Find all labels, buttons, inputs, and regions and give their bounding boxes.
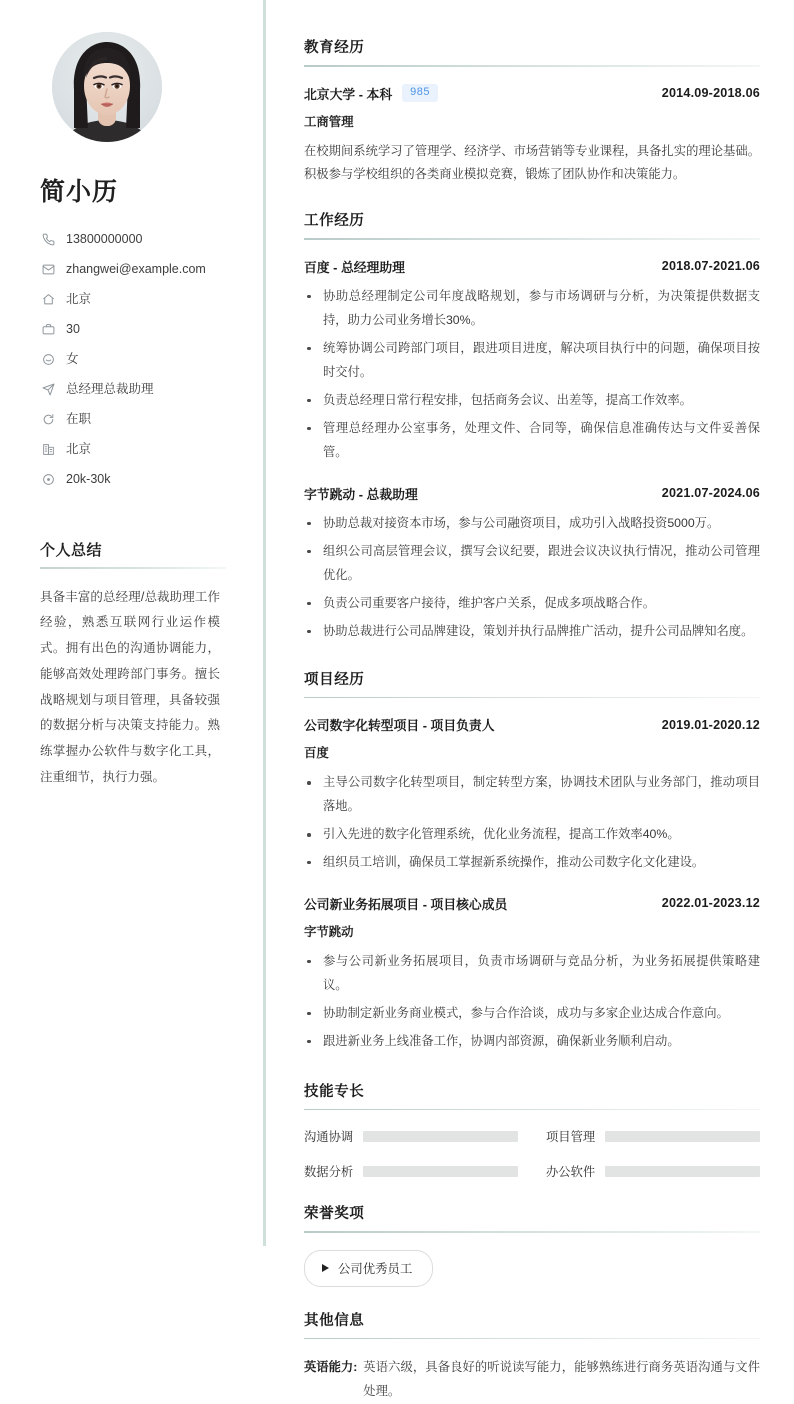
contact-value: 在职 <box>66 412 92 426</box>
contact-value: zhangwei@example.com <box>66 262 206 276</box>
work-entry <box>304 257 760 465</box>
id-card-icon <box>40 323 57 336</box>
work-bullets <box>304 512 760 644</box>
list-item: 管理总经理办公室事务，处理文件、合同等，确保信息准确传达与文件妥善保管。 <box>304 417 760 465</box>
contact-item-city <box>40 436 234 463</box>
contact-value: 13800000000 <box>66 232 143 246</box>
contact-item-age <box>40 316 234 343</box>
education-major: 工商管理 <box>304 114 354 129</box>
other-label: 英语能力: <box>304 1360 358 1375</box>
project-entry-header <box>304 894 760 913</box>
contact-item-location <box>40 286 234 313</box>
education-school-text: 北京大学 - 本科 <box>304 86 393 102</box>
project-date: 2019.01-2020.12 <box>661 717 760 732</box>
award-list <box>304 1250 760 1287</box>
project-entry <box>304 894 760 1054</box>
skill-item <box>546 1162 760 1180</box>
contact-value: 30 <box>66 322 80 336</box>
page-title: 简小历 <box>40 178 119 206</box>
section-summary <box>38 539 234 791</box>
list-item: 组织公司高层管理会议，撰写会议纪要，跟进会议决议执行情况，推动公司管理优化。 <box>304 540 760 588</box>
building-icon <box>40 443 57 456</box>
contact-item-status <box>40 406 234 433</box>
awards-title: 荣誉奖项 <box>304 1206 365 1223</box>
projects-title: 项目经历 <box>304 671 365 688</box>
skill-item <box>546 1127 760 1145</box>
work-title: 工作经历 <box>304 213 365 230</box>
contact-item-email <box>40 256 234 283</box>
work-date: 2021.07-2024.06 <box>661 486 760 501</box>
list-item: 跟进新业务上线准备工作，协调内部资源，确保新业务顺利启动。 <box>304 1030 760 1054</box>
list-item: 负责总经理日常行程安排，包括商务会议、出差等，提高工作效率。 <box>304 389 760 413</box>
project-company: 字节跳动 <box>304 924 354 939</box>
coin-icon <box>40 473 57 486</box>
sidebar <box>0 0 264 1246</box>
section-skills <box>304 1080 760 1181</box>
work-rule <box>304 238 760 240</box>
contact-value: 北京 <box>66 292 92 306</box>
project-role: 公司数字化转型项目 - 项目负责人 <box>304 718 495 734</box>
contact-value: 北京 <box>66 442 92 456</box>
skill-progress-track <box>605 1166 760 1177</box>
contact-value: 20k-30k <box>66 472 111 486</box>
mail-icon <box>40 263 57 276</box>
other-title: 其他信息 <box>304 1312 365 1329</box>
summary-rule <box>40 567 226 569</box>
other-value: 英语六级，具备良好的听说读写能力，能够熟练进行商务英语沟通与文件处理。 <box>363 1360 760 1399</box>
project-bullets <box>304 950 760 1054</box>
education-entry <box>304 84 760 188</box>
contact-item-position <box>40 376 234 403</box>
skills-title: 技能专长 <box>304 1083 365 1100</box>
list-item: 主导公司数字化转型项目，制定转型方案，协调技术团队与业务部门，推动项目落地。 <box>304 771 760 819</box>
contact-item-gender <box>40 346 234 373</box>
section-work <box>304 209 760 643</box>
project-entry <box>304 715 760 875</box>
list-item: 参与公司新业务拓展项目，负责市场调研与竞品分析，为业务拓展提供策略建议。 <box>304 950 760 998</box>
contact-list <box>40 226 234 493</box>
list-item: 协助制定新业务商业模式，参与合作洽谈，成功与多家企业达成合作意向。 <box>304 1002 760 1026</box>
list-item: 负责公司重要客户接待，维护客户关系，促成多项战略合作。 <box>304 592 760 616</box>
list-item: 协助总经理制定公司年度战略规划，参与市场调研与分析，为决策提供数据支持，助力公司业务增长30%。 <box>304 285 760 333</box>
education-title: 教育经历 <box>304 40 365 56</box>
skill-item <box>304 1162 518 1180</box>
refresh-icon <box>40 413 57 426</box>
skill-label: 办公软件 <box>546 1165 596 1180</box>
section-other <box>304 1309 760 1404</box>
gender-icon <box>40 353 57 366</box>
skill-item <box>304 1127 518 1145</box>
phone-icon <box>40 233 57 246</box>
section-education <box>304 36 760 187</box>
work-bullets <box>304 285 760 465</box>
project-entry-header <box>304 715 760 734</box>
skill-label: 项目管理 <box>546 1130 596 1145</box>
list-item: 组织员工培训，确保员工掌握新系统操作，推动公司数字化文化建设。 <box>304 851 760 875</box>
contact-item-phone <box>40 226 234 253</box>
skill-progress-track <box>363 1131 518 1142</box>
project-company: 百度 <box>304 746 329 761</box>
education-rule <box>304 65 760 67</box>
education-date: 2014.09-2018.06 <box>661 86 760 100</box>
summary-title: 个人总结 <box>40 542 103 559</box>
work-entry <box>304 484 760 644</box>
contact-item-salary <box>40 466 234 493</box>
other-rule <box>304 1338 760 1340</box>
play-triangle-icon <box>322 1264 329 1272</box>
skill-progress-track <box>605 1131 760 1142</box>
project-role: 公司新业务拓展项目 - 项目核心成员 <box>304 896 508 912</box>
list-item: 协助总裁进行公司品牌建设，策划并执行品牌推广活动，提升公司品牌知名度。 <box>304 620 760 644</box>
column-divider <box>263 0 266 1246</box>
work-company-role: 百度 - 总经理助理 <box>304 259 405 275</box>
awards-rule <box>304 1231 760 1233</box>
other-row <box>304 1356 760 1404</box>
education-school <box>304 84 438 103</box>
avatar <box>52 32 162 142</box>
education-desc: 在校期间系统学习了管理学、经济学、市场营销等专业课程，具备扎实的理论基础。积极参与学校组织的各类商业模拟竞赛，锻炼了团队协作和决策能力。 <box>304 143 760 182</box>
contact-value: 总经理总裁助理 <box>66 382 154 396</box>
skill-label: 数据分析 <box>304 1165 354 1180</box>
work-company-role: 字节跳动 - 总裁助理 <box>304 486 418 502</box>
award-label: 公司优秀员工 <box>338 1261 413 1276</box>
skill-label: 沟通协调 <box>304 1130 354 1145</box>
contact-value: 女 <box>66 352 79 366</box>
main-content <box>264 0 794 1399</box>
summary-text: 具备丰富的总经理/总裁助理工作经验，熟悉互联网行业运作模式。拥有出色的沟通协调能力，能够高效处理跨部门事务。擅长战略规划与项目管理，具备较强的数据分析与决策支持能力。熟练掌握办公软件与数字化工具，注重细节，执行力强。 <box>40 589 220 784</box>
education-entry-header <box>304 84 760 103</box>
skill-progress-track <box>363 1166 518 1177</box>
section-projects <box>304 668 760 1054</box>
list-item: 引入先进的数字化管理系统，优化业务流程，提高工作效率40%。 <box>304 823 760 847</box>
section-awards <box>304 1202 760 1287</box>
work-entry-header <box>304 257 760 276</box>
work-entry-header <box>304 484 760 503</box>
projects-rule <box>304 697 760 699</box>
skills-rule <box>304 1109 760 1111</box>
send-icon <box>40 383 57 396</box>
list-item: 统筹协调公司跨部门项目，跟进项目进度，解决项目执行中的问题，确保项目按时交付。 <box>304 337 760 385</box>
list-item: 协助总裁对接资本市场，参与公司融资项目，成功引入战略投资5000万。 <box>304 512 760 536</box>
portrait-avatar-icon <box>52 32 162 142</box>
award-badge[interactable] <box>304 1250 433 1287</box>
status-badge: 985 <box>402 84 438 101</box>
project-bullets <box>304 771 760 875</box>
skills-grid <box>304 1127 760 1180</box>
home-icon <box>40 293 57 306</box>
project-date: 2022.01-2023.12 <box>661 896 760 911</box>
work-date: 2018.07-2021.06 <box>661 259 760 274</box>
